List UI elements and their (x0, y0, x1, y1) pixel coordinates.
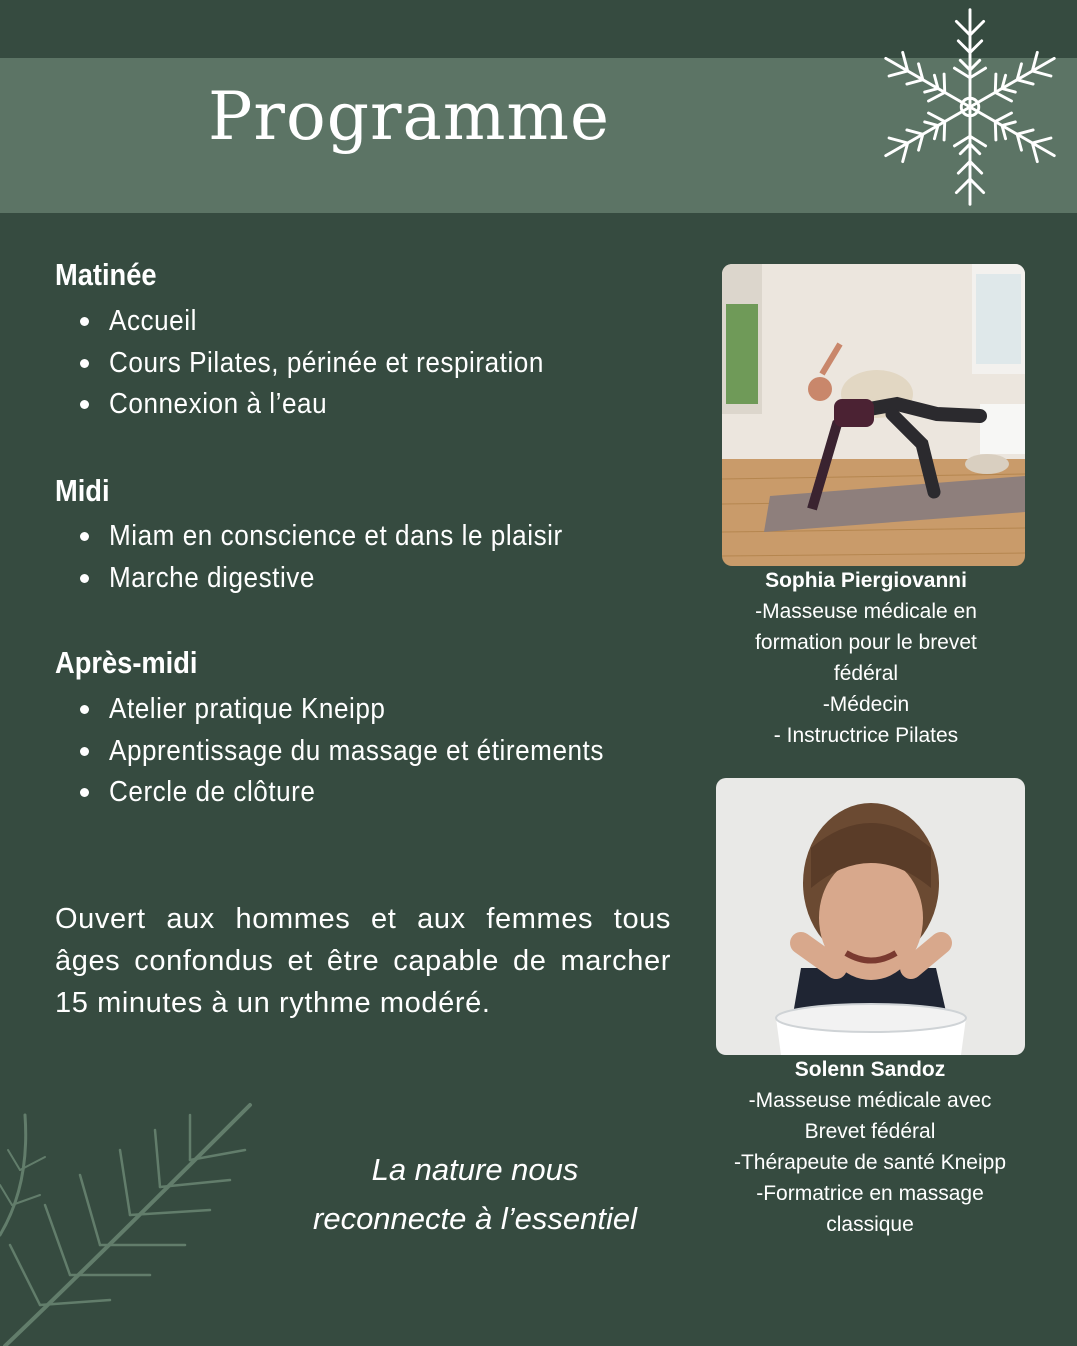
quote-line: reconnecte à l’essentiel (313, 1201, 637, 1236)
apres-midi-list (78, 689, 659, 814)
bio-line: formation pour le brevet (755, 631, 977, 654)
section-heading-apres-midi: Après-midi (55, 645, 198, 680)
bio-line: Brevet fédéral (804, 1120, 936, 1143)
list-item: Connexion à l’eau (78, 384, 592, 426)
quote-line: La nature nous (371, 1152, 579, 1187)
midi-list (78, 516, 613, 599)
instructor-photo-solenn (716, 778, 1025, 1055)
bio-line: -Médecin (822, 693, 910, 716)
list-item: Miam en conscience et dans le plaisir (78, 516, 613, 558)
section-heading-midi: Midi (55, 473, 110, 508)
bio-line: fédéral (833, 662, 899, 685)
list-item: Cours Pilates, périnée et respiration (78, 343, 592, 385)
bio-line: -Thérapeute de santé Kneipp (733, 1151, 1007, 1174)
bio-line: - Instructrice Pilates (773, 724, 959, 747)
list-item: Atelier pratique Kneipp (78, 689, 659, 731)
info-paragraph: Ouvert aux hommes et aux femmes tous âges confondus et être capable de marcher 15 minutes à un rythme modéré. (55, 903, 671, 1019)
quote (290, 1145, 660, 1243)
section-heading-matinee: Matinée (55, 257, 157, 292)
list-item: Cercle de clôture (78, 772, 659, 814)
instructor-bio-sophia (716, 565, 1016, 751)
bio-line: -Formatrice en massage (756, 1182, 984, 1205)
bio-line: -Masseuse médicale en (755, 600, 977, 623)
bio-line: classique (826, 1213, 914, 1236)
instructor-bio-solenn (720, 1054, 1020, 1240)
bio-line: -Masseuse médicale avec (748, 1089, 992, 1112)
list-item: Apprentissage du massage et étirements (78, 731, 659, 773)
snowflake-icon (872, 0, 1068, 214)
page-title: Programme (208, 78, 611, 155)
list-item: Accueil (78, 301, 592, 343)
instructor-name: Solenn Sandoz (794, 1058, 946, 1081)
matinee-list (78, 301, 592, 426)
list-item: Marche digestive (78, 558, 613, 600)
fern-icon (0, 1095, 260, 1346)
instructor-photo-sophia (722, 264, 1025, 566)
instructor-name: Sophia Piergiovanni (765, 569, 967, 592)
